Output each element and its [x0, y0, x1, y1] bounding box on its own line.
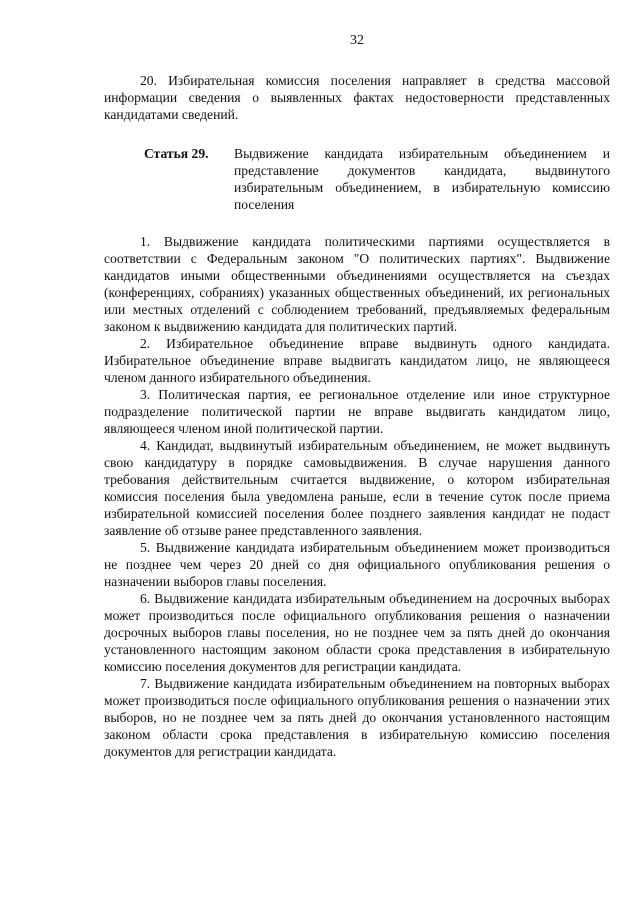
paragraph-7: 7. Выдвижение кандидата избирательным объединением на повторных выборах может производиться после официального опубликования решения о назначении этих выборов, но не позднее чем за пять дней до окончания установленного настоящим законом области срока представления в избирательную комиссию поселения документов для регистрации кандидата.: [104, 676, 610, 759]
article-label: Статья 29.: [144, 146, 209, 161]
paragraph-3: 3. Политическая партия, ее региональное отделение или иное структурное подразделение политической партии не вправе выдвигать кандидатом лицо, являющееся членом иной политической партии.: [104, 387, 610, 436]
intro-paragraph: 20. Избирательная комиссия поселения направляет в средства массовой информации сведения о выявленных фактах недостоверности представленных кандидатами сведений.: [104, 73, 610, 122]
article-heading: [144, 145, 610, 213]
paragraph-2: 2. Избирательное объединение вправе выдвинуть одного кандидата. Избирательное объединение вправе выдвигать кандидатом лицо, не являющееся членом данного избирательного объединения.: [104, 336, 610, 385]
article-title: Выдвижение кандидата избирательным объединением и представление документов кандидата, выдвинутого избирательным объединением, в избирательную комиссию поселения: [234, 146, 610, 212]
paragraph-6: 6. Выдвижение кандидата избирательным объединением на досрочных выборах может производиться после официального опубликования решения о назначении досрочных выборов главы поселения, но не позднее чем за пять дней до окончания установленного настоящим законом области срока представления в избирательную комиссию поселения документов для регистрации кандидата.: [104, 591, 610, 674]
page-number: 32: [350, 33, 364, 48]
paragraph-1: 1. Выдвижение кандидата политическими партиями осуществляется в соответствии с Федеральным законом "О политических партиях". Выдвижение кандидатов иными общественными объединениями осуществляется на съездах (конференциях, собраниях) указанных общественных объединений, их региональных или местных отделений с соблюдением требований, предъявляемых федеральным законом к выдвижению кандидата для политических партий.: [104, 234, 610, 334]
paragraph-4: 4. Кандидат, выдвинутый избирательным объединением, не может выдвинуть свою кандидатуру в порядке самовыдвижения. В случае нарушения данного требования действительным считается выдвижение, о котором избирательная комиссия поселения была уведомлена раньше, если в течение суток после приема избирательной комиссией поселения более позднего заявления кандидат не подаст заявление об отзыве ранее представленного заявления.: [104, 438, 610, 538]
paragraph-5: 5. Выдвижение кандидата избирательным объединением может производиться не позднее чем через 20 дней со дня официального опубликования решения о назначении выборов главы поселения.: [104, 540, 610, 589]
